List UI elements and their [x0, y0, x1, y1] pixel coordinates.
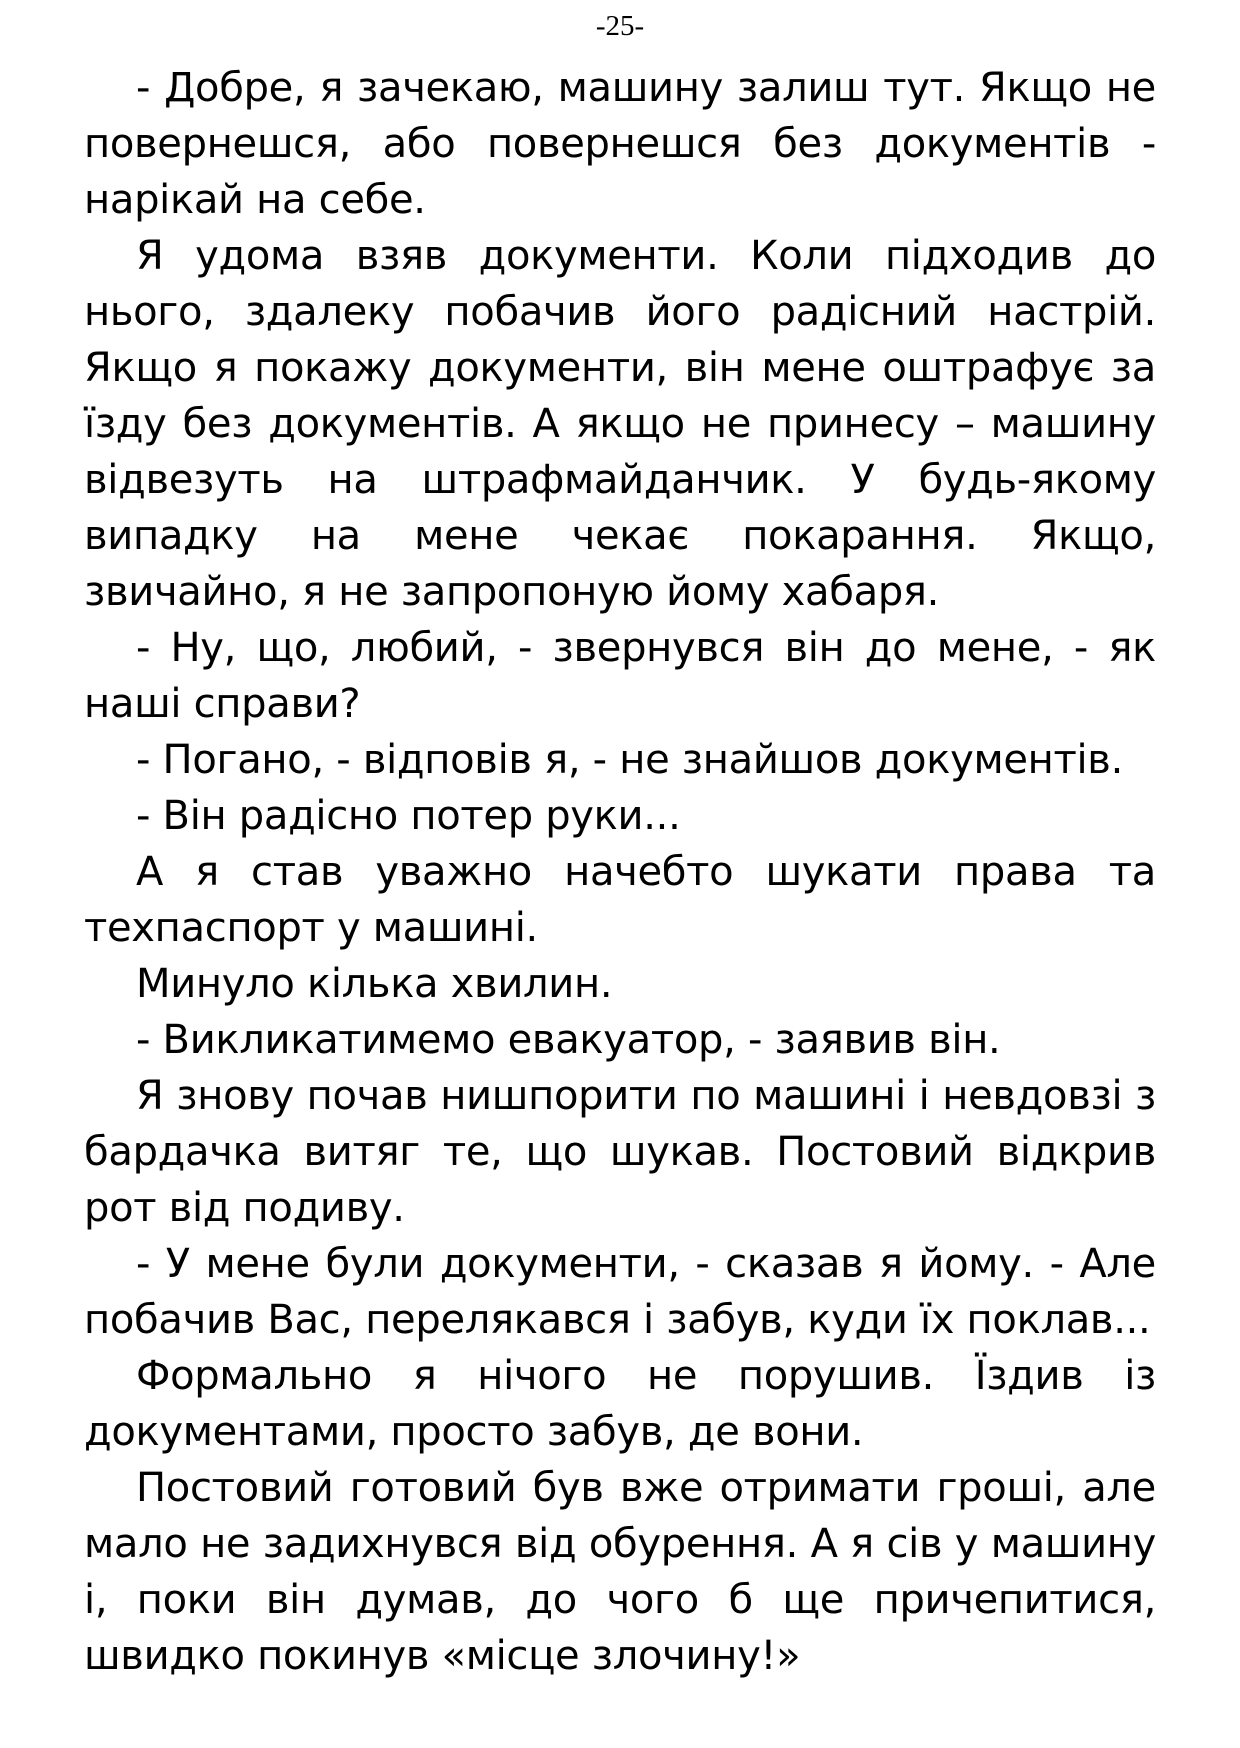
paragraph: Формально я нічого не порушив. Їздив із документами, просто забув, де вони. [84, 1353, 1156, 1455]
paragraph: Я удома взяв документи. Коли підходив до нього, здалеку побачив його радісний настрій. Якщо я покажу документи, він мене оштрафує за їзду без документів. А якщо не принесу – машину відвезуть на штрафмайданчик. У будь-якому випадку на мене чекає покарання. Якщо, звичайно, я не запропоную йому хабаря. [84, 233, 1156, 615]
paragraph: - Ну, що, любий, - звернувся він до мене, - як наші справи? [84, 625, 1156, 727]
paragraph: Минуло кілька хвилин. [136, 961, 613, 1007]
paragraph: - Викликатимемо евакуатор, - заявив він. [136, 1017, 1001, 1063]
page-body-text [84, 60, 1156, 1684]
page-number: -25- [595, 10, 645, 42]
paragraph: А я став уважно начебто шукати права та техпаспорт у машині. [84, 849, 1156, 951]
paragraph: - Він радісно потер руки... [136, 793, 681, 839]
paragraph: - Добре, я зачекаю, машину залиш тут. Якщо не повернешся, або повернешся без документів - нарікай на себе. [84, 65, 1156, 223]
paragraph: Постовий готовий був вже отримати гроші, але мало не задихнувся від обурення. А я сів у машину і, поки він думав, до чого б ще причепитися, швидко покинув «місце злочину!» [84, 1465, 1156, 1679]
paragraph: - Погано, - відповів я, - не знайшов документів. [136, 737, 1123, 783]
paragraph: - У мене були документи, - сказав я йому. - Але побачив Вас, перелякався і забув, куди їх поклав... [84, 1241, 1156, 1343]
paragraph: Я знову почав нишпорити по машині і невдовзі з бардачка витяг те, що шукав. Постовий відкрив рот від подиву. [84, 1073, 1156, 1231]
